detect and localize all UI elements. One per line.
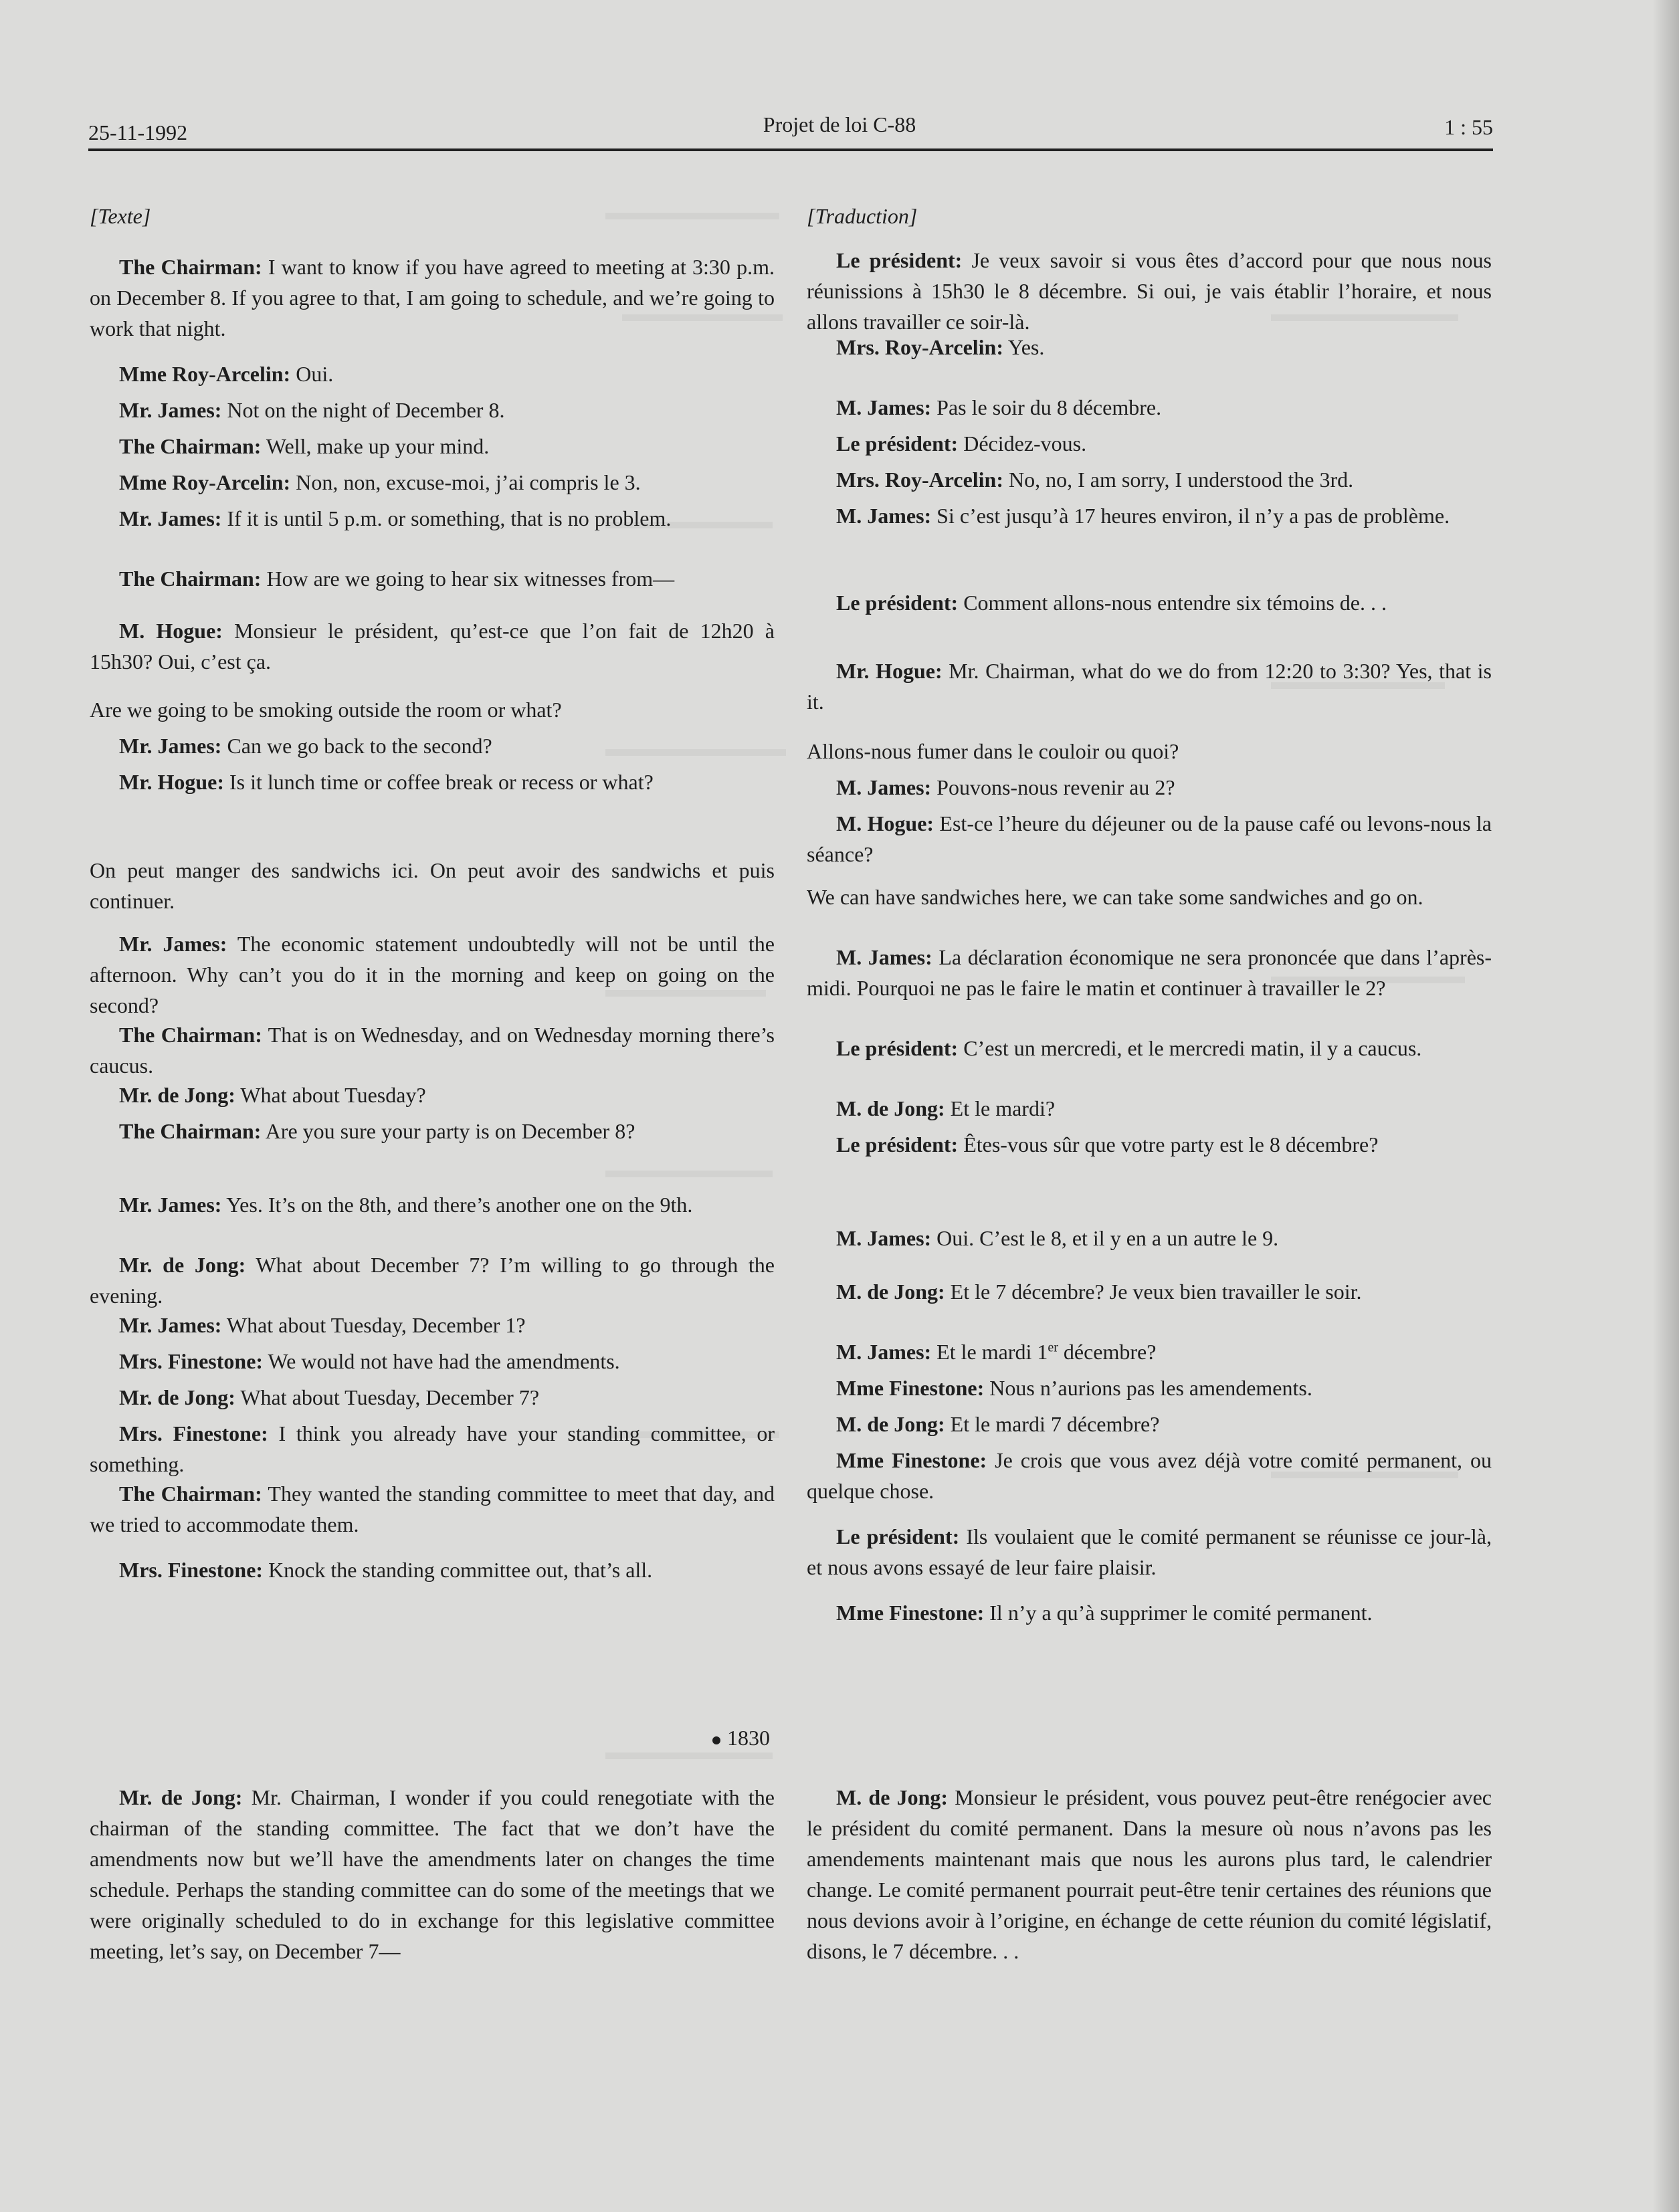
speech-paragraph xyxy=(90,395,775,425)
speaker-name: M. James: xyxy=(836,775,932,799)
speaker-name: Le président: xyxy=(836,1036,959,1060)
speech-paragraph xyxy=(90,252,775,344)
speaker-name: Mr. de Jong: xyxy=(119,1253,246,1277)
speaker-name: Mme Finestone: xyxy=(836,1376,985,1400)
speaker-name: Mr. James: xyxy=(119,1313,222,1337)
speech-text: Non, non, excuse-moi, j’ai compris le 3. xyxy=(290,470,641,494)
speaker-name: The Chairman: xyxy=(119,255,262,279)
speech-text: Oui. xyxy=(290,362,334,386)
speech-paragraph xyxy=(90,767,775,797)
speaker-name: Le président: xyxy=(836,1132,959,1157)
speaker-name: Mr. James: xyxy=(119,932,227,956)
speech-text: Est-ce l’heure du déjeuner ou de la pause café ou levons-nous la séance? xyxy=(807,811,1492,866)
speaker-name: Mr. James: xyxy=(119,398,222,422)
speaker-name: Mme Finestone: xyxy=(836,1601,985,1625)
speech-paragraph xyxy=(807,1276,1492,1307)
speech-paragraph xyxy=(807,500,1492,531)
speech-text: We can have sandwiches here, we can take some sandwiches and go on. xyxy=(807,885,1423,909)
speech-paragraph xyxy=(807,1093,1492,1124)
speech-text: Comment allons-nous entendre six témoins de. . . xyxy=(958,591,1387,615)
speech-paragraph xyxy=(90,1116,775,1146)
speech-paragraph xyxy=(807,808,1492,870)
speech-paragraph xyxy=(807,1597,1492,1628)
speech-paragraph xyxy=(807,1521,1492,1583)
speech-text: Can we go back to the second? xyxy=(221,734,492,758)
speech-text: I think you already have your standing committee, or something. xyxy=(90,1421,775,1476)
speaker-name: Mr. James: xyxy=(119,506,222,530)
speech-text: Je crois que vous avez déjà votre comité permanent, ou quelque chose. xyxy=(807,1448,1492,1503)
speech-text: No, no, I am sorry, I understood the 3rd. xyxy=(1003,468,1354,492)
en-column-tag: [Texte] xyxy=(90,204,151,228)
speaker-name: Mrs. Roy-Arcelin: xyxy=(836,335,1003,359)
speech-text: If it is until 5 p.m. or something, that is no problem. xyxy=(221,506,672,530)
speech-text: Knock the standing committee out, that’s all. xyxy=(263,1558,653,1582)
speaker-name: M. de Jong: xyxy=(836,1096,945,1120)
speech-text: Nous n’aurions pas les amendements. xyxy=(984,1376,1312,1400)
speech-text: That is on Wednesday, and on Wednesday morning there’s caucus. xyxy=(90,1023,775,1078)
speaker-name: Mrs. Finestone: xyxy=(119,1558,264,1582)
speech-paragraph xyxy=(807,1129,1492,1160)
speaker-name: Mr. de Jong: xyxy=(119,1785,243,1809)
speaker-name: M. Hogue: xyxy=(836,811,934,835)
speech-text: Monsieur le président, vous pouvez peut-être renégocier avec le président du comité permanent. Dans la mesure où nous n’avons pas les amendements maintenant mais que nous les aurons plus tard, le calendrier change. Le comité permanent pourrait peut-être tenir certaines des réunions que nous devions avoir à l’origine, en échange de cette réunion du comité législatif, disons, le 7 décembre. . . xyxy=(807,1785,1492,1963)
speaker-name: M. James: xyxy=(836,945,932,969)
speech-paragraph xyxy=(90,1249,775,1311)
speech-text: Well, make up your mind. xyxy=(261,434,490,458)
speech-paragraph xyxy=(90,1418,775,1480)
ordinal-superscript: er xyxy=(1048,1340,1058,1355)
speech-paragraph xyxy=(807,245,1492,337)
speaker-name: The Chairman: xyxy=(119,1023,262,1047)
speech-paragraph xyxy=(807,392,1492,423)
speech-paragraph xyxy=(90,928,775,1021)
speech-paragraph xyxy=(90,694,775,725)
speech-paragraph xyxy=(807,736,1492,767)
speech-paragraph xyxy=(90,615,775,677)
speaker-name: Mr. James: xyxy=(119,734,222,758)
speech-text: Et le 7 décembre? Je veux bien travailler le soir. xyxy=(945,1280,1362,1304)
speech-paragraph xyxy=(807,1033,1492,1064)
speech-paragraph xyxy=(90,1080,775,1110)
speech-text: Je veux savoir si vous êtes d’accord pour que nous nous réunissions à 15h30 le 8 décembre. Si oui, je vais établir l’horaire, et nous allons travailler ce soir-là. xyxy=(807,248,1492,334)
speech-paragraph xyxy=(807,1336,1492,1367)
speech-text: We would not have had the amendments. xyxy=(263,1349,620,1373)
speech-paragraph xyxy=(90,503,775,534)
speaker-name: Mrs. Finestone: xyxy=(119,1421,268,1445)
header-rule xyxy=(88,148,1493,151)
speech-text: Are we going to be smoking outside the room or what? xyxy=(90,698,562,722)
speech-text: Et le mardi 7 décembre? xyxy=(945,1412,1160,1436)
speaker-name: Mrs. Roy-Arcelin: xyxy=(836,468,1003,492)
speaker-name: Mr. Hogue: xyxy=(836,659,943,683)
speech-paragraph xyxy=(90,730,775,761)
speaker-name: Le président: xyxy=(836,1524,960,1548)
speech-text: Pouvons-nous revenir au 2? xyxy=(931,775,1175,799)
speech-paragraph xyxy=(90,1382,775,1413)
speaker-name: Mme Roy-Arcelin: xyxy=(119,470,291,494)
speaker-name: Mme Finestone: xyxy=(836,1448,987,1472)
speech-text: Mr. Chairman, what do we do from 12:20 to 3:30? Yes, that is it. xyxy=(807,659,1492,714)
speech-text: Pas le soir du 8 décembre. xyxy=(931,395,1162,419)
speech-text: Yes. xyxy=(1003,335,1045,359)
speaker-name: M. James: xyxy=(836,1340,932,1364)
speech-text: C’est un mercredi, et le mercredi matin, il y a caucus. xyxy=(958,1036,1422,1060)
speech-text: Il n’y a qu’à supprimer le comité permanent. xyxy=(984,1601,1373,1625)
speaker-name: M. James: xyxy=(836,504,932,528)
speaker-name: The Chairman: xyxy=(119,1119,262,1143)
speaker-name: Le président: xyxy=(836,591,959,615)
speaker-name: Mr. de Jong: xyxy=(119,1083,235,1107)
speech-text: Yes. It’s on the 8th, and there’s another one on the 9th. xyxy=(221,1193,693,1217)
speech-paragraph xyxy=(90,855,775,916)
speaker-name: The Chairman: xyxy=(119,434,262,458)
speaker-name: M. James: xyxy=(836,1226,932,1250)
speech-paragraph xyxy=(90,1189,775,1220)
speech-text: Are you sure your party is on December 8? xyxy=(261,1119,635,1143)
speaker-name: M. de Jong: xyxy=(836,1785,949,1809)
speech-paragraph xyxy=(807,1782,1492,1967)
speaker-name: M. de Jong: xyxy=(836,1412,945,1436)
speaker-name: M. Hogue: xyxy=(119,619,223,643)
speech-paragraph xyxy=(807,1409,1492,1439)
speech-text: Et le mardi? xyxy=(945,1096,1056,1120)
header-title: Projet de loi C-88 xyxy=(763,112,916,136)
speech-paragraph xyxy=(90,1310,775,1340)
speech-text: What about Tuesday, December 1? xyxy=(221,1313,526,1337)
speaker-name: Le président: xyxy=(836,248,963,272)
speech-text: Ils voulaient que le comité permanent se réunisse ce jour-là, et nous avons essayé de leur faire plaisir. xyxy=(807,1524,1492,1579)
speech-text: They wanted the standing committee to meet that day, and we tried to accommodate them. xyxy=(90,1482,775,1536)
speech-text: Êtes-vous sûr que votre party est le 8 décembre? xyxy=(958,1132,1379,1157)
speech-paragraph xyxy=(807,1223,1492,1253)
speech-text: Not on the night of December 8. xyxy=(221,398,505,422)
speech-paragraph xyxy=(90,431,775,462)
speaker-name: Mr. Hogue: xyxy=(119,770,225,794)
time-marker-label: 1830 xyxy=(727,1726,770,1750)
speech-text: Allons-nous fumer dans le couloir ou quoi? xyxy=(807,739,1179,763)
page-edge-shadow xyxy=(1652,0,1679,2212)
speech-paragraph xyxy=(90,467,775,498)
speech-paragraph xyxy=(90,1554,775,1585)
speech-text: Si c’est jusqu’à 17 heures environ, il n’y a pas de problème. xyxy=(931,504,1450,528)
speaker-name: Mme Roy-Arcelin: xyxy=(119,362,291,386)
speech-paragraph xyxy=(90,1019,775,1081)
speech-paragraph xyxy=(807,428,1492,459)
speech-text: The economic statement undoubtedly will not be until the afternoon. Why can’t you do it in the morning and keep on going on the second? xyxy=(90,932,775,1017)
speech-paragraph xyxy=(90,563,775,594)
speaker-name: The Chairman: xyxy=(119,1482,262,1506)
speech-paragraph xyxy=(90,1478,775,1540)
speaker-name: Mrs. Finestone: xyxy=(119,1349,264,1373)
speech-paragraph xyxy=(90,1346,775,1377)
speaker-name: The Chairman: xyxy=(119,567,262,591)
speech-text: On peut manger des sandwichs ici. On peut avoir des sandwichs et puis continuer. xyxy=(90,858,775,913)
speaker-name: M. James: xyxy=(836,395,932,419)
speech-text: Is it lunch time or coffee break or recess or what? xyxy=(224,770,654,794)
speech-paragraph xyxy=(807,464,1492,495)
speech-paragraph xyxy=(807,656,1492,717)
speech-paragraph xyxy=(807,942,1492,1003)
speech-text: What about Tuesday, December 7? xyxy=(235,1385,540,1409)
speaker-name: Le président: xyxy=(836,431,959,456)
speaker-name: Mr. de Jong: xyxy=(119,1385,235,1409)
speech-text: La déclaration économique ne sera prononcée que dans l’après-midi. Pourquoi ne pas le faire le matin et continuer à travailler le 2? xyxy=(807,945,1492,1000)
header-page-number: 1 : 55 xyxy=(1444,115,1493,139)
speech-text: Oui. C’est le 8, et il y en a un autre le 9. xyxy=(931,1226,1279,1250)
time-marker xyxy=(712,1726,770,1750)
speech-paragraph xyxy=(90,359,775,389)
fr-column-tag: [Traduction] xyxy=(807,204,918,228)
speaker-name: Mr. James: xyxy=(119,1193,222,1217)
speech-text: Mr. Chairman, I wonder if you could renegotiate with the chairman of the standing committee. The fact that we don’t have the amendments now but we’ll have the amendments later on changes the time schedule. Perhaps the standing committee can do some of the meetings that we were originally scheduled to do in exchange for this legislative committee meeting, let’s say, on December 7— xyxy=(90,1785,775,1963)
speech-paragraph xyxy=(807,1445,1492,1506)
speech-paragraph xyxy=(807,882,1492,912)
speech-text: How are we going to hear six witnesses from— xyxy=(261,567,675,591)
speech-text: Monsieur le président, qu’est-ce que l’on fait de 12h20 à 15h30? Oui, c’est ça. xyxy=(90,619,775,674)
speech-paragraph xyxy=(807,332,1492,363)
speech-text: Décidez-vous. xyxy=(958,431,1087,456)
speech-text: Et le mardi 1 xyxy=(931,1340,1048,1364)
speech-paragraph xyxy=(807,1373,1492,1403)
header-date: 25-11-1992 xyxy=(88,120,188,144)
speech-text-continued: décembre? xyxy=(1058,1340,1157,1364)
speech-paragraph xyxy=(90,1782,775,1967)
speech-text: What about December 7? I’m willing to go through the evening. xyxy=(90,1253,775,1308)
bullet-icon xyxy=(712,1736,720,1744)
speaker-name: M. de Jong: xyxy=(836,1280,945,1304)
speech-text: What about Tuesday? xyxy=(235,1083,426,1107)
speech-paragraph xyxy=(807,587,1492,618)
speech-text: I want to know if you have agreed to meeting at 3:30 p.m. on December 8. If you agree to that, I am going to schedule, and we’re going to work that night. xyxy=(90,255,775,340)
speech-paragraph xyxy=(807,772,1492,803)
